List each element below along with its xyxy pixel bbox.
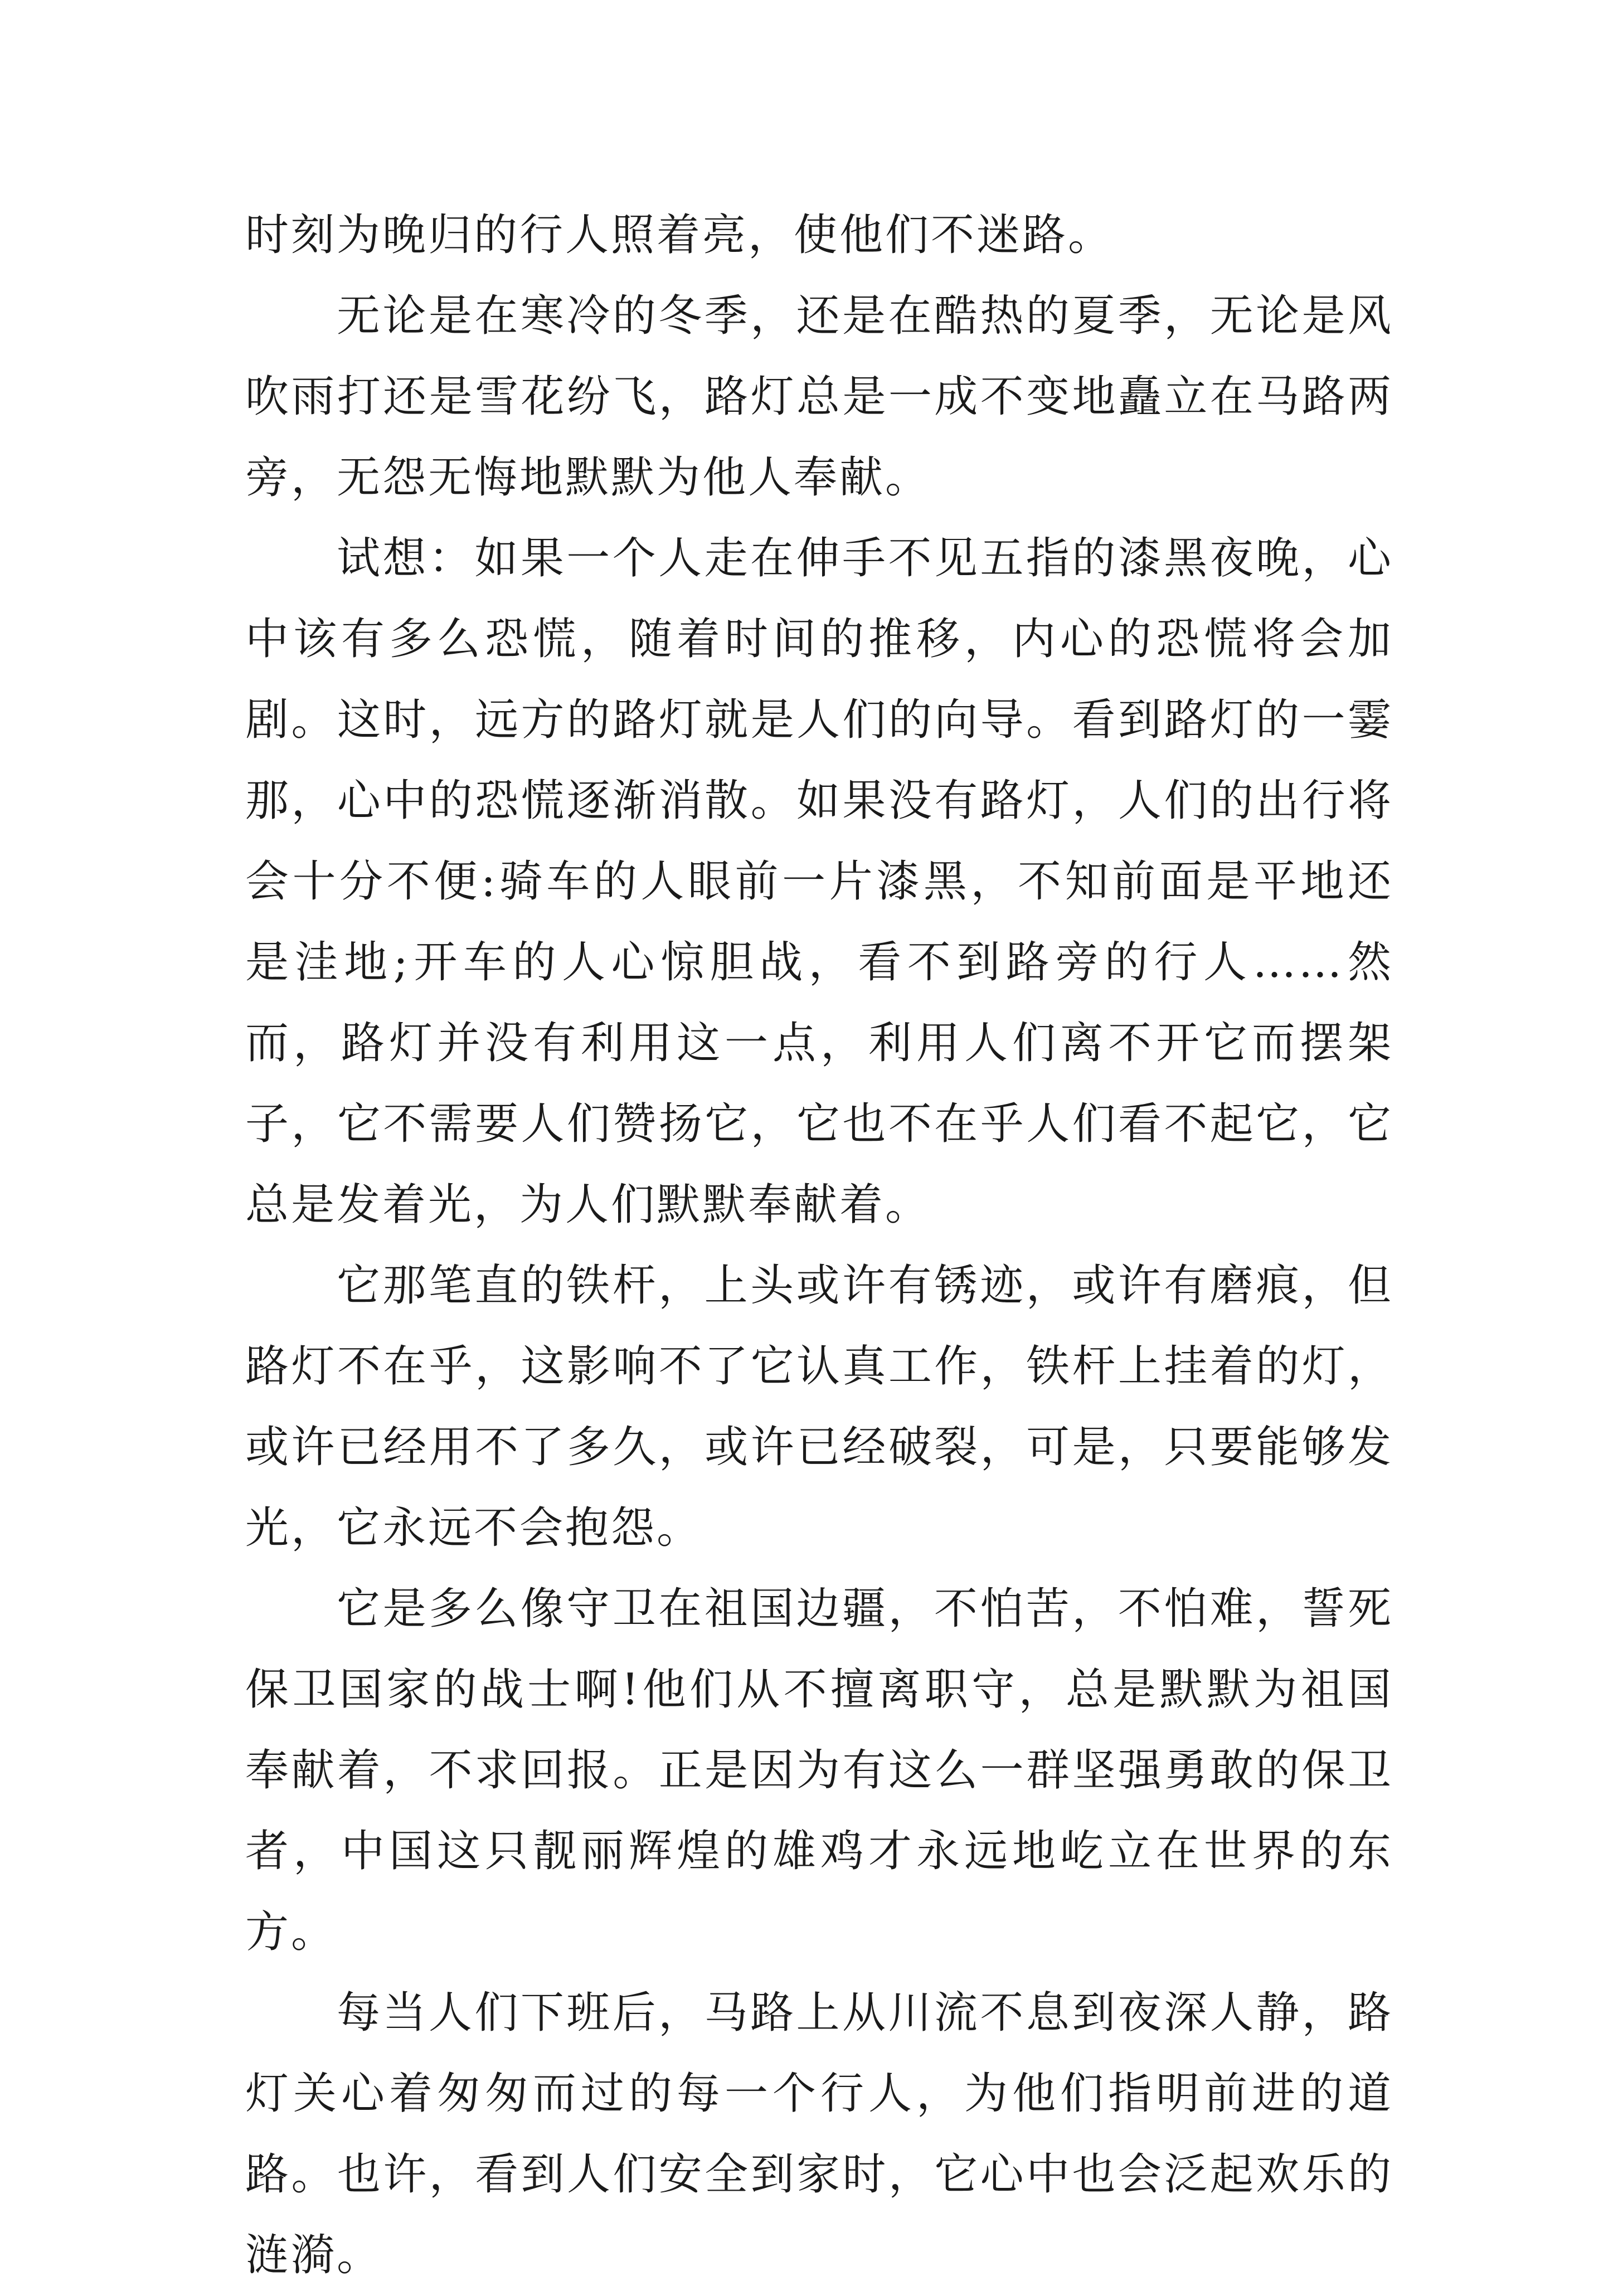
paragraph-1: 时刻为晚归的行人照着亮，使他们不迷路。 bbox=[245, 210, 1114, 260]
paragraph-6: 每当人们下班后，马路上从川流不息到夜深人静，路灯关心着匆匆而过的每一个行人，为他们指明前进的道路。也许，看到人们安全到家时，它心中也会泛起欢乐的涟漪。 bbox=[245, 1988, 1393, 2280]
paragraph-3: 试想：如果一个人走在伸手不见五指的漆黑夜晚，心中该有多么恐慌，随着时间的推移，内心的恐慌将会加剧。这时，远方的路灯就是人们的向导。看到路灯的一霎那，心中的恐慌逐渐消散。如果没有路灯，人们的出行将会十分不便:骑车的人眼前一片漆黑，不知前面是平地还是洼地;开车的人心惊胆战，看不到路旁的行人……然而，路灯并没有利用这一点，利用人们离不开它而摆架子，它不需要人们赞扬它，它也不在乎人们看不起它，它总是发着光，为人们默默奉献着。 bbox=[245, 533, 1393, 1230]
paragraph-2: 无论是在寒冷的冬季，还是在酷热的夏季，无论是风吹雨打还是雪花纷飞，路灯总是一成不变地矗立在马路两旁，无怨无悔地默默为他人奉献。 bbox=[245, 291, 1393, 503]
document-body bbox=[245, 195, 1393, 2296]
paragraph-5: 它是多么像守卫在祖国边疆，不怕苦，不怕难，誓死保卫国家的战士啊!他们从不擅离职守，总是默默为祖国奉献着，不求回报。正是因为有这么一群坚强勇敢的保卫者，中国这只靓丽辉煌的雄鸡才永远地屹立在世界的东方。 bbox=[245, 1584, 1393, 1957]
paragraph-4: 它那笔直的铁杆，上头或许有锈迹，或许有磨痕，但路灯不在乎，这影响不了它认真工作，铁杆上挂着的灯，或许已经用不了多久，或许已经破裂，可是，只要能够发光，它永远不会抱怨。 bbox=[245, 1261, 1393, 1553]
